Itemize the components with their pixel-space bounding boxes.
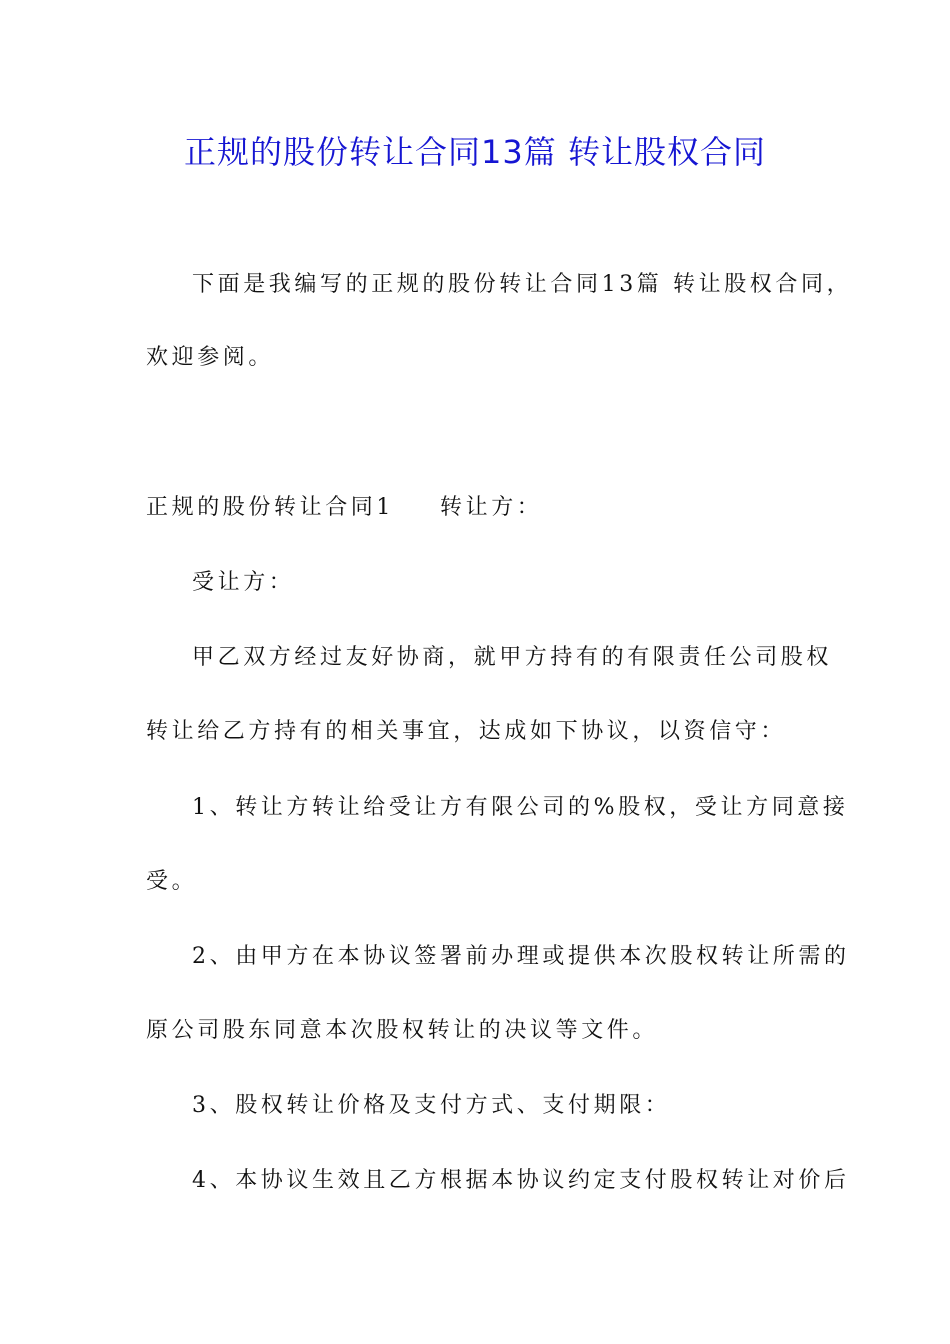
clause-1-line-1: 1、转让方转让给受让方有限公司的%股权，受让方同意接 — [192, 795, 849, 820]
clause-1-line-2: 受。 — [146, 869, 198, 894]
intro-line-2: 欢迎参阅。 — [146, 345, 275, 370]
preamble-line-1: 甲乙双方经过友好协商，就甲方持有的有限责任公司股权 — [192, 645, 833, 670]
transferee-label: 受让方： — [192, 570, 295, 595]
clause-2-line-1: 2、由甲方在本协议签署前办理或提供本次股权转让所需的 — [192, 944, 850, 969]
section-heading: 正规的股份转让合同1 — [146, 495, 394, 520]
transferor-label: 转让方： — [440, 495, 543, 520]
clause-3-line-1: 3、股权转让价格及支付方式、支付期限： — [192, 1093, 671, 1118]
intro-line-1: 下面是我编写的正规的股份转让合同13篇 转让股权合同， — [192, 272, 853, 297]
document-title: 正规的股份转让合同13篇 转让股权合同 — [184, 133, 766, 171]
clause-4-line-1: 4、本协议生效且乙方根据本协议约定支付股权转让对价后 — [192, 1168, 850, 1193]
section-heading-row — [146, 492, 542, 524]
clause-2-line-2: 原公司股东同意本次股权转让的决议等文件。 — [146, 1018, 659, 1043]
preamble-line-2: 转让给乙方持有的相关事宜，达成如下协议，以资信守： — [146, 719, 787, 744]
